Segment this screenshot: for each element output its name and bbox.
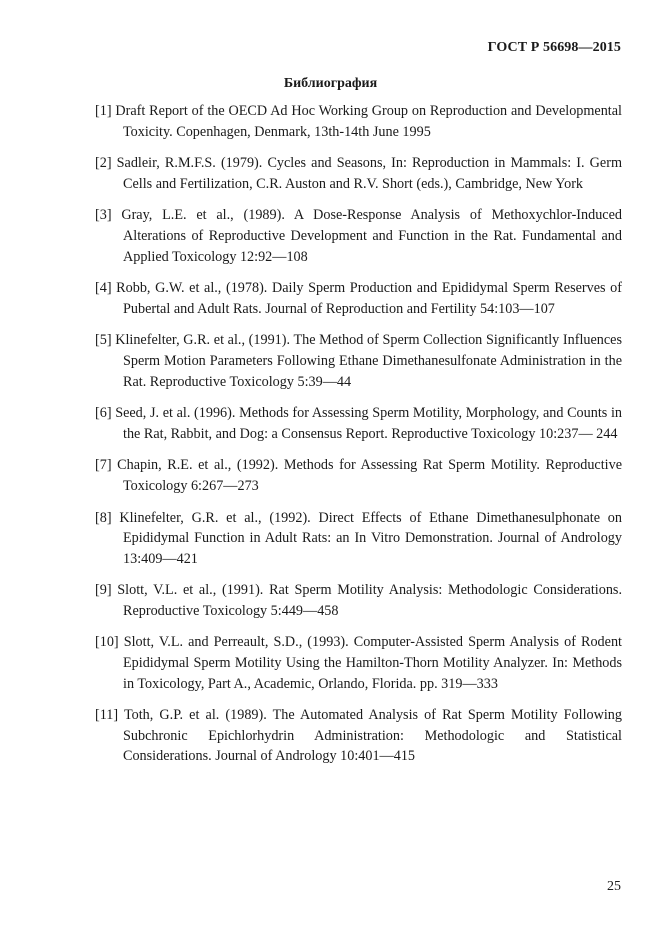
reference-item: [1] Draft Report of the OECD Ad Hoc Working Group on Reproduction and Developmental Toxicity. Copenhagen, Denmark, 13th-14th June 1995: [95, 103, 622, 140]
reference-item: [7] Chapin, R.E. et al., (1992). Methods for Assessing Rat Sperm Motility. Reproductive Toxicology 6:267—273: [95, 457, 622, 494]
reference-list: [95, 101, 622, 778]
reference-item: [10] Slott, V.L. and Perreault, S.D., (1993). Computer-Assisted Sperm Analysis of Rodent Epididymal Sperm Motility Using the Hamilton-Thorn Motility Analyzer. In: Methods in Toxicology, Part A., Academic, Orlando, Florida. pp. 319—333: [95, 634, 622, 692]
page-number: 25: [607, 879, 621, 894]
reference-item: [11] Toth, G.P. et al. (1989). The Automated Analysis of Rat Sperm Motility Following Subchronic Epichlorhydrin Administration: Methodologic and Statistical Considerations. Journal of Andrology 10:401—415: [95, 707, 622, 765]
document-code: ГОСТ Р 56698—2015: [487, 40, 621, 55]
reference-item: [9] Slott, V.L. et al., (1991). Rat Sperm Motility Analysis: Methodologic Considerations. Reproductive Toxicology 5:449—458: [95, 582, 622, 619]
bibliography-title: Библиография: [283, 76, 378, 91]
reference-item: [6] Seed, J. et al. (1996). Methods for Assessing Sperm Motility, Morphology, and Counts in the Rat, Rabbit, and Dog: a Consensus Report. Reproductive Toxicology 10:237— 244: [95, 405, 622, 442]
reference-item: [8] Klinefelter, G.R. et al., (1992). Direct Effects of Ethane Dimethanesulphonate on Epididymal Function in Adult Rats: an In Vitro Demonstration. Journal of Andrology 13:409—421: [95, 509, 622, 567]
reference-item: [2] Sadleir, R.M.F.S. (1979). Cycles and Seasons, In: Reproduction in Mammals: I. Germ Cells and Fertilization, C.R. Auston and R.V. Short (eds.), Cambridge, New York: [95, 155, 622, 192]
reference-item: [5] Klinefelter, G.R. et al., (1991). The Method of Sperm Collection Significantly Influences Sperm Motion Parameters Following Ethane Dimethanesulfonate Administration in the Rat. Reproductive Toxicology 5:39—44: [95, 332, 622, 390]
reference-item: [3] Gray, L.E. et al., (1989). A Dose-Response Analysis of Methoxychlor-Induced Alterations of Reproductive Development and Function in the Rat. Fundamental and Applied Toxicology 12:92—108: [95, 207, 622, 265]
reference-item: [4] Robb, G.W. et al., (1978). Daily Sperm Production and Epididymal Sperm Reserves of Pubertal and Adult Rats. Journal of Reproduction and Fertility 54:103—107: [95, 280, 622, 317]
